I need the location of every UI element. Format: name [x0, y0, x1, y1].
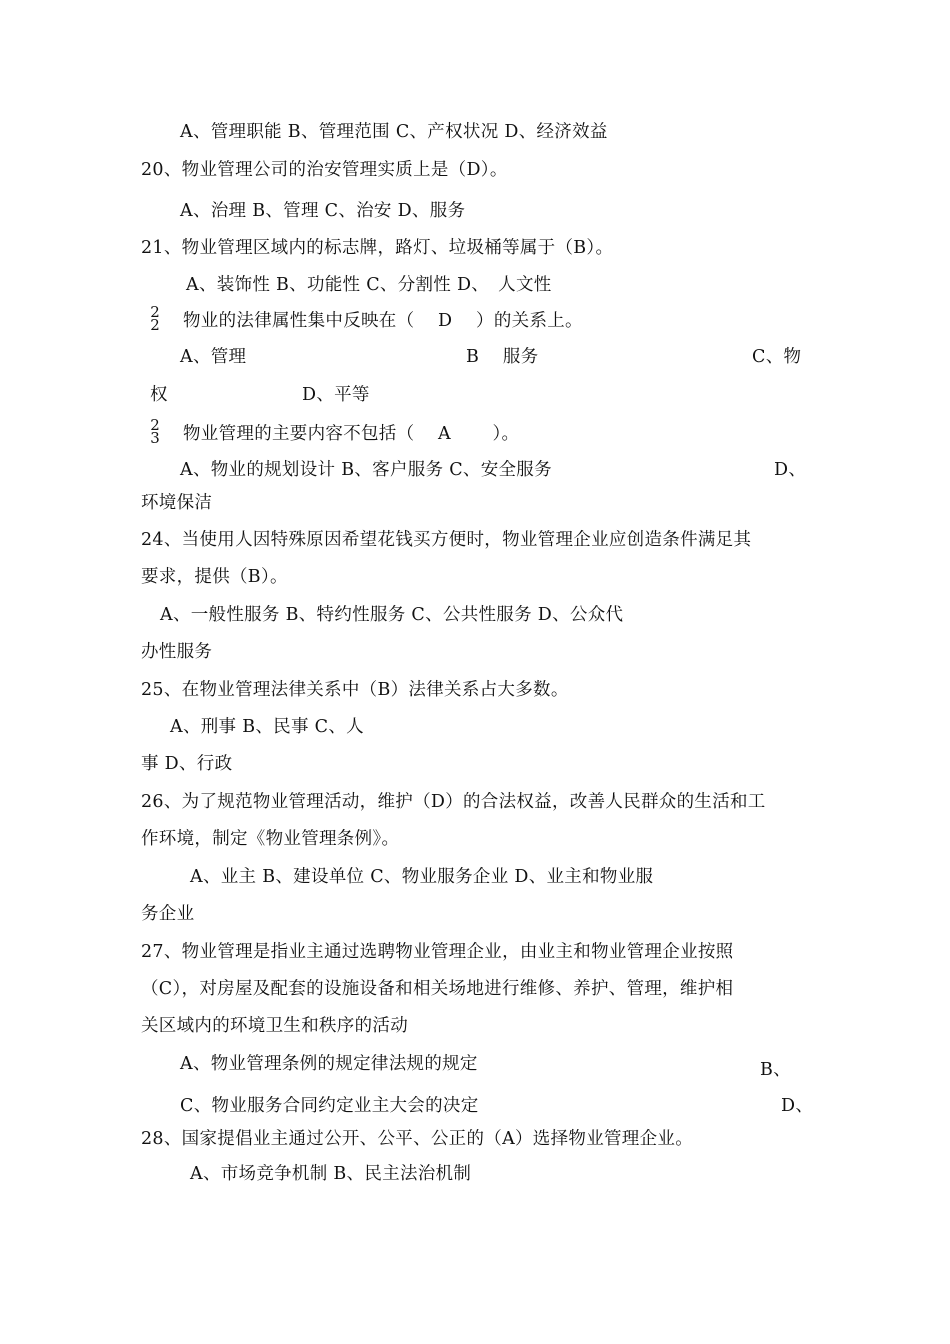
option-22-a: A、管理	[180, 347, 247, 367]
option-line-28: A、市场竞争机制 B、民主法治机制	[190, 1164, 472, 1184]
question-27-cont-2: 关区域内的环境卫生和秩序的活动	[141, 1016, 408, 1036]
question-20: 20、物业管理公司的治安管理实质上是（D）。	[141, 160, 508, 180]
option-line-26-cont: 务企业	[141, 904, 195, 924]
question-27: 27、物业管理是指业主通过选聘物业管理企业，由业主和物业管理企业按照	[141, 942, 734, 962]
option-line-21: A、装饰性 B、功能性 C、分割性 D、 人文性	[186, 275, 552, 295]
question-25: 25、在物业管理法律关系中（B）法律关系占大多数。	[141, 680, 569, 700]
question-number-23: 2 3	[150, 419, 160, 443]
option-line-25-cont: 事 D、行政	[141, 754, 233, 774]
question-21: 21、物业管理区域内的标志牌，路灯、垃圾桶等属于（B）。	[141, 238, 614, 258]
question-28: 28、国家提倡业主通过公开、公平、公正的（A）选择物业管理企业。	[141, 1129, 694, 1149]
option-23-d: D、	[774, 460, 807, 480]
option-23-d-cont: 环境保洁	[141, 493, 213, 513]
option-22-c-cont: 权	[150, 385, 168, 405]
option-line-24: A、一般性服务 B、特约性服务 C、公共性服务 D、公众代	[160, 605, 624, 625]
option-22-c: C、物	[752, 347, 802, 367]
question-number-22: 2 2	[150, 306, 160, 330]
question-22: 物业的法律属性集中反映在（ D ）的关系上。	[183, 311, 583, 331]
question-24-cont: 要求，提供（B）。	[141, 567, 288, 587]
option-27-cd: C、物业服务合同约定业主大会的决定	[180, 1096, 479, 1116]
option-line-19: A、管理职能 B、管理范围 C、产权状况 D、经济效益	[180, 122, 608, 142]
option-27-ab: A、物业管理条例的规定律法规的规定	[180, 1054, 478, 1074]
option-27-d-label: D、	[781, 1096, 814, 1116]
option-27-b-label: B、	[760, 1060, 791, 1080]
option-22-d: D、平等	[302, 385, 370, 405]
question-26: 26、为了规范物业管理活动，维护（D）的合法权益，改善人民群众的生活和工	[141, 792, 766, 812]
option-line-24-cont: 办性服务	[141, 642, 213, 662]
option-line-25: A、刑事 B、民事 C、人	[170, 717, 364, 737]
option-23-abc: A、物业的规划设计 B、客户服务 C、安全服务	[180, 460, 552, 480]
option-line-26: A、业主 B、建设单位 C、物业服务企业 D、业主和物业服	[190, 867, 654, 887]
option-22-b: B 服务	[466, 347, 539, 367]
question-26-cont: 作环境，制定《物业管理条例》。	[141, 829, 400, 849]
option-line-20: A、治理 B、管理 C、治安 D、服务	[180, 201, 466, 221]
question-23: 物业管理的主要内容不包括（ A ）。	[183, 424, 520, 444]
question-27-cont-1: （C），对房屋及配套的设施设备和相关场地进行维修、养护、管理，维护相	[141, 979, 734, 999]
question-24: 24、当使用人因特殊原因希望花钱买方便时，物业管理企业应创造条件满足其	[141, 530, 752, 550]
